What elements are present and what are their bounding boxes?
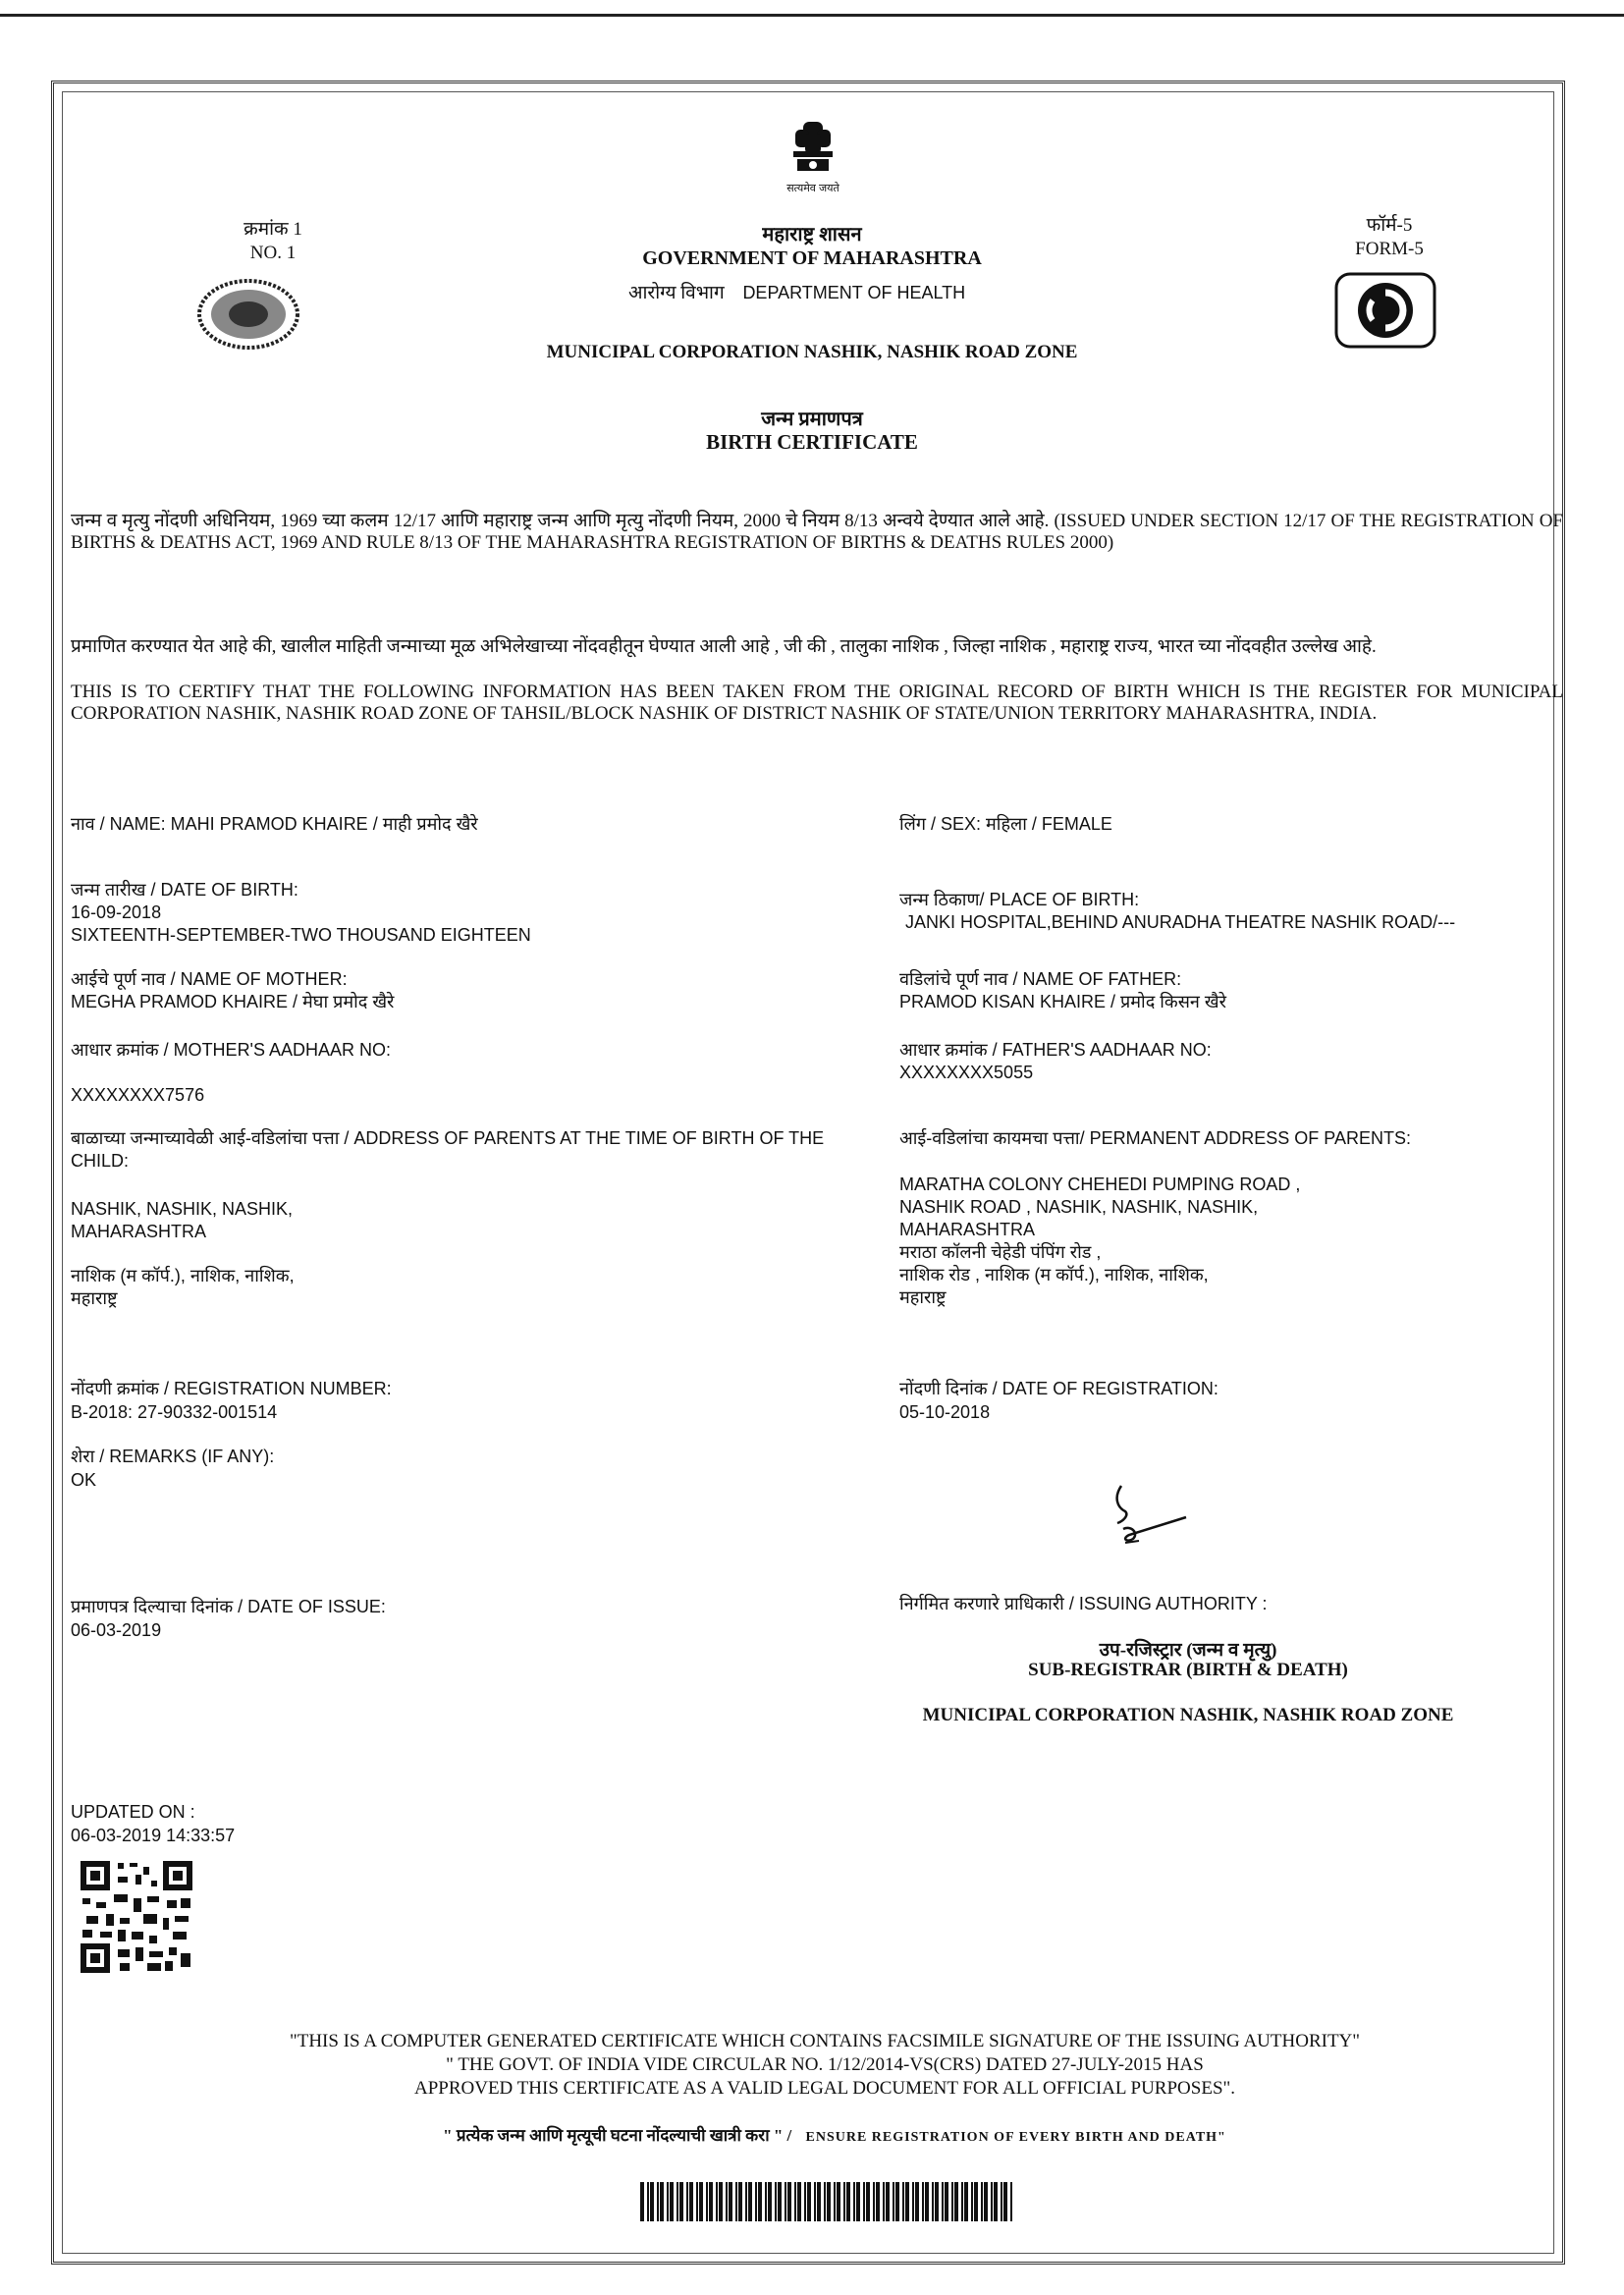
municipal-seal-icon	[194, 275, 302, 354]
addr-birth-mr-1: नाशिक (म कॉर्प.), नाशिक, नाशिक,	[71, 1266, 295, 1285]
form-logo-icon	[1333, 271, 1437, 350]
qr-code-icon	[79, 1859, 194, 1975]
updated-value: 06-03-2019 14:33:57	[71, 1826, 236, 1845]
reg-date-label: नोंदणी दिनांक / DATE OF REGISTRATION:	[899, 1379, 1218, 1398]
footer-line-2: " THE GOVT. OF INDIA VIDE CIRCULAR NO. 1/12/2014-VS(CRS) DATED 27-JULY-2015 HAS	[446, 2054, 1204, 2075]
addr-perm-en-1: MARATHA COLONY CHEHEDI PUMPING ROAD ,	[899, 1175, 1301, 1194]
gov-mr: महाराष्ट्र शासन	[762, 224, 862, 246]
reg-no-value: B-2018: 27-90332-001514	[71, 1402, 278, 1422]
father-aadhaar-value: XXXXXXXX5055	[899, 1063, 1034, 1082]
addr-perm-label: आई-वडिलांचा कायमचा पत्ता/ PERMANENT ADDRESS OF PARENTS:	[899, 1128, 1411, 1148]
issued-under-text: जन्म व मृत्यु नोंदणी अधिनियम, 1969 च्या कलम 12/17 आणि महाराष्ट्र जन्म आणि मृत्यु नोंदणी नियम, 2000 चे नियम 8/13 अन्वये देण्यात आले आहे. (ISSUED UNDER SECTION 12/17 OF THE REGISTRATION OF BIRTHS & DEATHS ACT, 1969 AND RULE 8/13 OF THE MAHARASHTRA REGISTRATION OF BIRTHS & DEATHS RULES 2000)	[71, 511, 1563, 553]
emblem-motto: सत्यमेव जयते	[786, 183, 839, 194]
signature-icon	[1100, 1478, 1198, 1557]
name-field: नाव / NAME: MAHI PRAMOD KHAIRE / माही प्रमोद खैरे	[71, 814, 478, 834]
mother-aadhaar-value: XXXXXXXX7576	[71, 1085, 205, 1105]
addr-birth-label: बाळाच्या जन्माच्यावेळी आई-वडिलांचा पत्ता / ADDRESS OF PARENTS AT THE TIME OF BIRTH OF THE CHILD:	[71, 1128, 825, 1171]
father-label: वडिलांचे पूर्ण नाव / NAME OF FATHER:	[899, 969, 1182, 989]
pob-label: जन्म ठिकाण/ PLACE OF BIRTH:	[899, 890, 1140, 909]
remarks-value: OK	[71, 1470, 97, 1490]
authority-label: निर्गमित करणारे प्राधिकारी / ISSUING AUTHORITY :	[899, 1594, 1268, 1613]
certify-text-en: THIS IS TO CERTIFY THAT THE FOLLOWING INFORMATION HAS BEEN TAKEN FROM THE ORIGINAL RECORD OF BIRTH WHICH IS THE REGISTER FOR MUNICIPAL CORPORATION NASHIK, NASHIK ROAD ZONE OF TAHSIL/BLOCK NASHIK OF DISTRICT NASHIK OF STATE/UNION TERRITORY MAHARASHTRA, INDIA.	[71, 682, 1563, 724]
addr-perm-mr-2: नाशिक रोड , नाशिक (म कॉर्प.), नाशिक, नाशिक,	[899, 1265, 1209, 1284]
father-value: PRAMOD KISAN KHAIRE / प्रमोद किसन खैरे	[899, 992, 1227, 1011]
mother-label: आईचे पूर्ण नाव / NAME OF MOTHER:	[71, 969, 348, 989]
certify-text-mr: प्रमाणित करण्यात येत आहे की, खालील माहिती जन्माच्या मूळ अभिलेखाच्या नोंदवहीतून घेण्यात आली आहे , जी की , तालुका नाशिक , जिल्हा नाशिक , महाराष्ट्र राज्य, भारत च्या नोंदवहीत उल्लेख आहे.	[71, 636, 1377, 657]
slogan-mr: " प्रत्येक जन्म आणि मृत्यूची घटना नोंदल्याची खात्री करा " /	[443, 2126, 792, 2145]
addr-perm-mr-3: महाराष्ट्र	[899, 1287, 947, 1307]
father-aadhaar-label: आधार क्रमांक / FATHER'S AADHAAR NO:	[899, 1040, 1212, 1060]
addr-birth-mr-2: महाराष्ट्र	[71, 1288, 118, 1308]
issue-value: 06-03-2019	[71, 1620, 162, 1640]
dob-label: जन्म तारीख / DATE OF BIRTH:	[71, 880, 298, 900]
dob-words: SIXTEENTH-SEPTEMBER-TWO THOUSAND EIGHTEEN	[71, 925, 531, 945]
form-en: FORM-5	[1355, 239, 1424, 259]
dept-mr: आरोग्य विभाग	[628, 283, 725, 303]
updated-label: UPDATED ON :	[71, 1802, 195, 1822]
authority-mr: उप-रजिस्ट्रार (जन्म व मृत्यु)	[1099, 1640, 1277, 1661]
remarks-label: शेरा / REMARKS (IF ANY):	[71, 1447, 275, 1466]
sex-field: लिंग / SEX: महिला / FEMALE	[899, 814, 1112, 834]
addr-perm-en-2: NASHIK ROAD , NASHIK, NASHIK, NASHIK,	[899, 1197, 1259, 1217]
title-en: BIRTH CERTIFICATE	[706, 430, 918, 454]
top-border-line	[0, 14, 1624, 17]
mother-value: MEGHA PRAMOD KHAIRE / मेघा प्रमोद खैरे	[71, 992, 395, 1011]
barcode-icon	[640, 2182, 1013, 2221]
reg-date-value: 05-10-2018	[899, 1402, 991, 1422]
addr-birth-en-1: NASHIK, NASHIK, NASHIK,	[71, 1199, 294, 1219]
number-en: NO. 1	[249, 243, 297, 263]
footer-line-1: "THIS IS A COMPUTER GENERATED CERTIFICATE WHICH CONTAINS FACSIMILE SIGNATURE OF THE ISSUING AUTHORITY"	[289, 2031, 1361, 2051]
authority-en: SUB-REGISTRAR (BIRTH & DEATH)	[1028, 1660, 1348, 1680]
issue-label: प्रमाणपत्र दिल्याचा दिनांक / DATE OF ISSUE:	[71, 1597, 386, 1616]
slogan-en: ENSURE REGISTRATION OF EVERY BIRTH AND DEATH"	[805, 2130, 1226, 2145]
slogan-line	[196, 2123, 1473, 2146]
title-mr: जन्म प्रमाणपत्र	[761, 409, 863, 430]
reg-no-label: नोंदणी क्रमांक / REGISTRATION NUMBER:	[71, 1379, 392, 1398]
dob-value: 16-09-2018	[71, 902, 162, 922]
dept-line	[628, 279, 1041, 304]
dept-en: DEPARTMENT OF HEALTH	[742, 283, 966, 302]
footer-line-3: APPROVED THIS CERTIFICATE AS A VALID LEGAL DOCUMENT FOR ALL OFFICIAL PURPOSES".	[413, 2078, 1236, 2099]
addr-perm-mr-1: मराठा कॉलनी चेहेडी पंपिंग रोड ,	[899, 1242, 1102, 1262]
number-mr: क्रमांक 1	[244, 219, 302, 240]
addr-perm-en-3: MAHARASHTRA	[899, 1220, 1036, 1239]
form-mr: फॉर्म-5	[1366, 215, 1413, 236]
addr-birth-en-2: MAHARASHTRA	[71, 1222, 207, 1241]
authority-org: MUNICIPAL CORPORATION NASHIK, NASHIK ROAD ZONE	[922, 1705, 1454, 1725]
mother-aadhaar-label: आधार क्रमांक / MOTHER'S AADHAAR NO:	[71, 1040, 392, 1060]
pob-value: JANKI HOSPITAL,BEHIND ANURADHA THEATRE NASHIK ROAD/---	[905, 912, 1456, 932]
corporation-heading: MUNICIPAL CORPORATION NASHIK, NASHIK ROAD ZONE	[546, 342, 1078, 362]
gov-en: GOVERNMENT OF MAHARASHTRA	[642, 247, 982, 269]
